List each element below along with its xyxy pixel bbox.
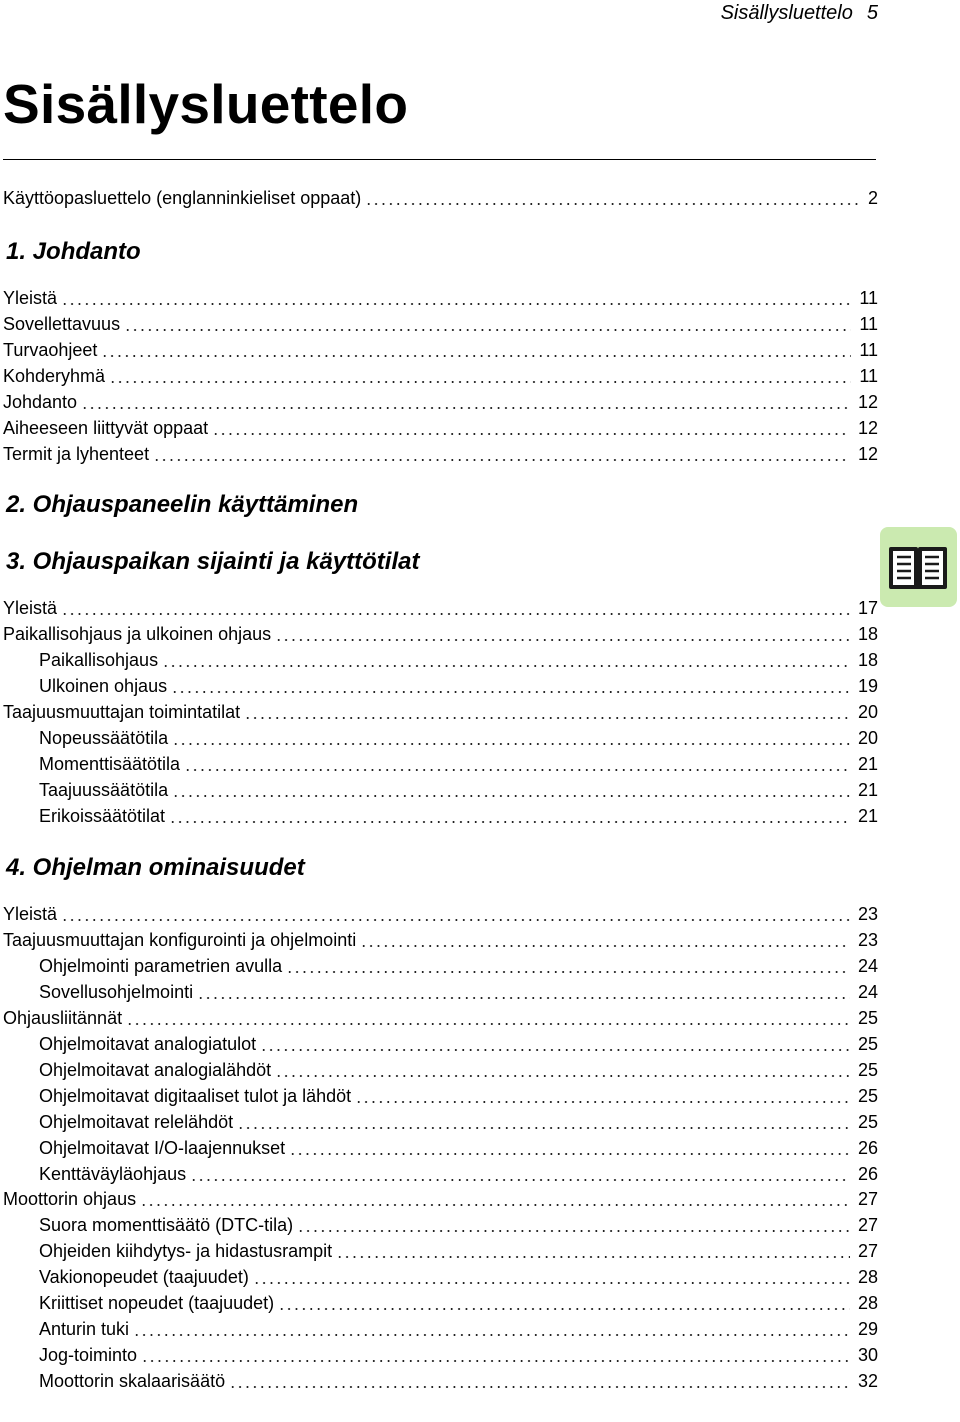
toc-subentry[interactable] — [39, 1342, 878, 1368]
leader-dots — [297, 1216, 850, 1234]
toc-subentry[interactable] — [39, 979, 878, 1005]
toc-entry-page: 25 — [857, 1112, 878, 1132]
toc-entry-page: 26 — [857, 1138, 878, 1158]
toc-entry-intro[interactable] — [3, 185, 878, 211]
toc-entry-page: 24 — [857, 982, 878, 1002]
leader-dots — [61, 905, 850, 923]
toc-entry[interactable] — [3, 311, 878, 337]
running-header-page: 5 — [866, 2, 878, 24]
toc-entry[interactable] — [3, 441, 878, 467]
leader-dots — [172, 781, 850, 799]
toc-entry-page: 20 — [857, 702, 878, 722]
toc-entry-label: Sovellettavuus — [3, 314, 121, 334]
leader-dots — [169, 807, 850, 825]
toc-entry-label: Momenttisäätötila — [39, 754, 181, 774]
leader-dots — [126, 1009, 850, 1027]
toc-entry-label: Ohjelmoitavat digitaaliset tulot ja lähdöt — [39, 1086, 352, 1106]
toc-entry-label: Ohjausliitännät — [3, 1008, 123, 1028]
leader-dots — [109, 367, 851, 385]
toc-entry-page: 27 — [857, 1189, 878, 1209]
leader-dots — [244, 703, 850, 721]
toc-entry-label: Vakionopeudet (taajuudet) — [39, 1267, 249, 1287]
leader-dots — [355, 1087, 850, 1105]
leader-dots — [61, 599, 850, 617]
toc-entry-page: 32 — [857, 1371, 878, 1391]
toc-entry-page: 25 — [857, 1008, 878, 1028]
toc-entry-page: 11 — [859, 314, 878, 334]
chapter-heading[interactable]: 4. Ohjelman ominaisuudet — [6, 854, 305, 881]
leader-dots — [229, 1372, 850, 1390]
leader-dots — [81, 393, 850, 411]
toc-entry-label: Yleistä — [3, 598, 58, 618]
chapter-heading[interactable]: 1. Johdanto — [6, 238, 141, 265]
toc-entry-label: Aiheeseen liittyvät oppaat — [3, 418, 209, 438]
leader-dots — [124, 315, 851, 333]
toc-entry-label: Sovellusohjelmointi — [39, 982, 194, 1002]
chapter-heading[interactable]: 2. Ohjauspaneelin käyttäminen — [6, 491, 359, 518]
toc-entry[interactable] — [3, 285, 878, 311]
toc-entry-page: 21 — [857, 754, 878, 774]
leader-dots — [172, 729, 850, 747]
toc-entry[interactable] — [3, 621, 878, 647]
leader-dots — [184, 755, 850, 773]
leader-dots — [141, 1346, 850, 1364]
toc-entry[interactable] — [3, 415, 878, 441]
toc-entry-label: Yleistä — [3, 288, 58, 308]
toc-entry[interactable] — [3, 901, 878, 927]
leader-dots — [286, 957, 850, 975]
toc-entry[interactable] — [3, 1005, 878, 1031]
leader-dots — [212, 419, 850, 437]
toc-entry-page: 28 — [857, 1267, 878, 1287]
leader-dots — [275, 625, 850, 643]
toc-entry-label: Ohjelmointi parametrien avulla — [39, 956, 283, 976]
toc-subentry[interactable] — [39, 673, 878, 699]
toc-entry-label: Käyttöopasluettelo (englanninkieliset oppaat) — [3, 188, 362, 208]
toc-entry-page: 20 — [857, 728, 878, 748]
toc-subentry[interactable] — [39, 1161, 878, 1187]
leader-dots — [365, 189, 860, 207]
toc-entry-page: 12 — [857, 392, 878, 412]
toc-entry-page: 25 — [857, 1086, 878, 1106]
running-header — [721, 0, 878, 26]
toc-subentry[interactable] — [39, 953, 878, 979]
toc-entry-label: Anturin tuki — [39, 1319, 130, 1339]
toc-subentry[interactable] — [39, 1264, 878, 1290]
toc-entry-label: Kohderyhmä — [3, 366, 106, 386]
toc-entry-page: 27 — [857, 1215, 878, 1235]
leader-dots — [153, 445, 850, 463]
page-title: Sisällysluettelo — [3, 73, 409, 135]
leader-dots — [278, 1294, 850, 1312]
toc-subentry[interactable] — [39, 1057, 878, 1083]
toc-entry[interactable] — [3, 927, 878, 953]
toc-entry-page: 26 — [857, 1164, 878, 1184]
title-divider — [3, 159, 876, 160]
leader-dots — [253, 1268, 850, 1286]
toc-subentry[interactable] — [39, 1083, 878, 1109]
toc-entry-page: 30 — [857, 1345, 878, 1365]
toc-entry-label: Ulkoinen ohjaus — [39, 676, 168, 696]
toc-entry-label: Jog-toiminto — [39, 1345, 138, 1365]
toc-entry-page: 11 — [859, 340, 878, 360]
leader-dots — [190, 1165, 850, 1183]
toc-entry[interactable] — [3, 389, 878, 415]
leader-dots — [133, 1320, 850, 1338]
toc-entry-page: 21 — [857, 806, 878, 826]
book-icon — [880, 527, 957, 607]
leader-dots — [360, 931, 850, 949]
toc-entry-label: Paikallisohjaus ja ulkoinen ohjaus — [3, 624, 272, 644]
toc-subentry[interactable] — [39, 1135, 878, 1161]
toc-entry-page: 28 — [857, 1293, 878, 1313]
toc-entry-page: 21 — [857, 780, 878, 800]
toc-entry-label: Termit ja lyhenteet — [3, 444, 150, 464]
toc-entry-page: 2 — [867, 188, 878, 208]
toc-entry-label: Erikoissäätötilat — [39, 806, 166, 826]
toc-entry-label: Paikallisohjaus — [39, 650, 159, 670]
chapter-heading[interactable]: 3. Ohjauspaikan sijainti ja käyttötilat — [6, 548, 420, 575]
leader-dots — [101, 341, 851, 359]
toc-entry-label: Nopeussäätötila — [39, 728, 169, 748]
toc-subentry[interactable] — [39, 1109, 878, 1135]
leader-dots — [336, 1242, 850, 1260]
toc-entry-label: Taajuusmuuttajan toimintatilat — [3, 702, 241, 722]
toc-entry-label: Moottorin skalaarisäätö — [39, 1371, 226, 1391]
toc-entry-label: Ohjelmoitavat I/O-laajennukset — [39, 1138, 286, 1158]
toc-entry-page: 29 — [857, 1319, 878, 1339]
toc-subentry[interactable] — [39, 1316, 878, 1342]
toc-entry-page: 12 — [857, 418, 878, 438]
toc-entry-page: 11 — [859, 288, 878, 308]
toc-entry-label: Ohjeiden kiihdytys- ja hidastusrampit — [39, 1241, 333, 1261]
toc-entry[interactable] — [3, 699, 878, 725]
toc-subentry[interactable] — [39, 725, 878, 751]
toc-subentry[interactable] — [39, 751, 878, 777]
toc-entry-page: 18 — [857, 650, 878, 670]
running-header-section: Sisällysluettelo — [720, 2, 853, 24]
leader-dots — [197, 983, 850, 1001]
toc-entry-label: Ohjelmoitavat analogialähdöt — [39, 1060, 272, 1080]
toc-entry-page: 24 — [857, 956, 878, 976]
toc-entry-label: Ohjelmoitavat analogiatulot — [39, 1034, 257, 1054]
toc-entry-label: Taajuussäätötila — [39, 780, 169, 800]
leader-dots — [61, 289, 851, 307]
toc-entry-page: 27 — [857, 1241, 878, 1261]
toc-subentry[interactable] — [39, 1238, 878, 1264]
toc-entry-label: Kriittiset nopeudet (taajuudet) — [39, 1293, 275, 1313]
toc-entry[interactable] — [3, 337, 878, 363]
leader-dots — [171, 677, 850, 695]
toc-entry-page: 19 — [857, 676, 878, 696]
toc-entry-label: Turvaohjeet — [3, 340, 98, 360]
leader-dots — [162, 651, 850, 669]
toc-entry-page: 25 — [857, 1060, 878, 1080]
toc-subentry[interactable] — [39, 1212, 878, 1238]
toc-entry-page: 12 — [857, 444, 878, 464]
toc-entry[interactable] — [3, 595, 878, 621]
toc-entry-label: Suora momenttisäätö (DTC-tila) — [39, 1215, 294, 1235]
leader-dots — [140, 1190, 850, 1208]
toc-entry-label: Yleistä — [3, 904, 58, 924]
toc-subentry[interactable] — [39, 1290, 878, 1316]
toc-entry[interactable] — [3, 363, 878, 389]
toc-entry-label: Moottorin ohjaus — [3, 1189, 137, 1209]
toc-entry-page: 17 — [857, 598, 878, 618]
toc-entry-page: 23 — [857, 904, 878, 924]
toc-entry[interactable] — [3, 1186, 878, 1212]
leader-dots — [289, 1139, 850, 1157]
toc-entry-label: Johdanto — [3, 392, 78, 412]
leader-dots — [275, 1061, 850, 1079]
toc-entry-label: Taajuusmuuttajan konfigurointi ja ohjelmointi — [3, 930, 357, 950]
toc-subentry[interactable] — [39, 647, 878, 673]
toc-entry-label: Ohjelmoitavat relelähdöt — [39, 1112, 234, 1132]
leader-dots — [260, 1035, 850, 1053]
toc-entry-label: Kenttäväyläohjaus — [39, 1164, 187, 1184]
toc-subentry[interactable] — [39, 1368, 878, 1394]
toc-entry-page: 23 — [857, 930, 878, 950]
leader-dots — [237, 1113, 850, 1131]
toc-entry-page: 18 — [857, 624, 878, 644]
toc-subentry[interactable] — [39, 777, 878, 803]
toc-subentry[interactable] — [39, 1031, 878, 1057]
toc-subentry[interactable] — [39, 803, 878, 829]
toc-entry-page: 11 — [859, 366, 878, 386]
toc-entry-page: 25 — [857, 1034, 878, 1054]
